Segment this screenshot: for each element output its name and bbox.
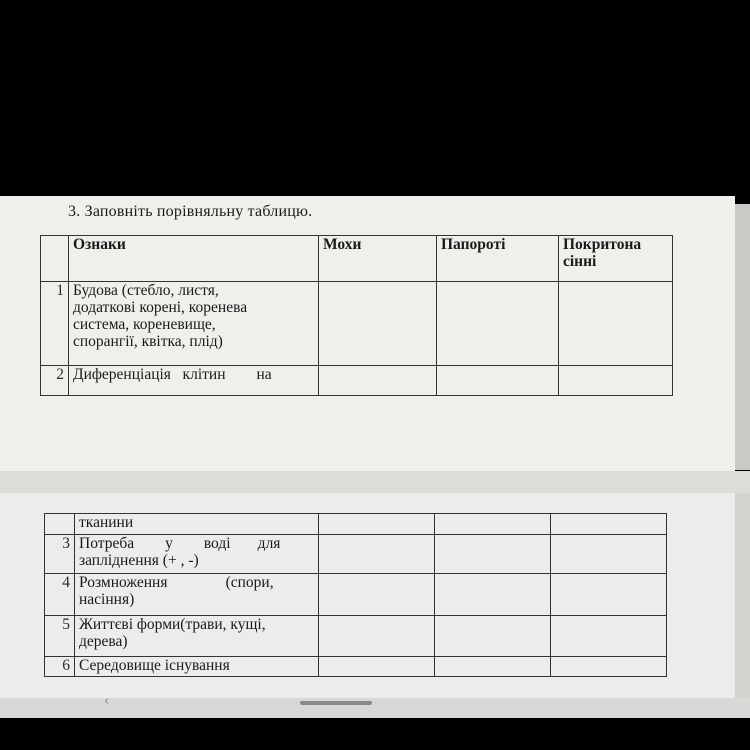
feature-line: Потреба у воді для [79,535,281,552]
header-features: Ознаки [69,236,319,282]
feature-line: насіння) [79,591,135,608]
comparison-table-bottom [44,513,667,677]
answer-cell-angiosperms[interactable] [551,616,667,657]
feature-line: система, кореневище, [73,316,216,333]
answer-cell-angiosperms[interactable] [559,366,673,396]
page-edge [735,493,750,698]
page-gap [0,471,750,493]
table-row [45,574,667,616]
comparison-table-top [40,235,673,396]
header-num-cell [41,236,69,282]
table-row [45,616,667,657]
header-angiosperms [559,236,673,282]
answer-cell-mosses[interactable] [319,514,435,535]
answer-cell-mosses[interactable] [319,366,437,396]
answer-cell-ferns[interactable] [435,616,551,657]
back-chevron-icon[interactable]: ‹ [104,694,110,709]
feature-line: Диференціація клітин на [73,366,272,383]
bottom-bar [0,698,750,718]
header-mosses: Мохи [319,236,437,282]
feature-line: Життєві форми(трави, кущі, [79,616,266,633]
header-angiosperms-line1: Покритона [563,236,642,253]
home-indicator[interactable] [300,701,372,705]
answer-cell-ferns[interactable] [435,574,551,616]
feature-line: спорангії, квітка, плід) [73,333,223,350]
answer-cell-mosses[interactable] [319,616,435,657]
table-row [45,514,667,535]
answer-cell-angiosperms[interactable] [551,657,667,677]
feature-line: дерева) [79,633,128,650]
page-edge [735,204,750,470]
answer-cell-ferns[interactable] [437,366,559,396]
table-row [45,535,667,574]
header-ferns: Папороті [437,236,559,282]
answer-cell-mosses[interactable] [319,282,437,366]
header-angiosperms-line2: сінні [563,253,597,270]
answer-cell-angiosperms[interactable] [559,282,673,366]
row-number: 3 [45,535,75,574]
feature-line: тканини [79,514,134,531]
answer-cell-mosses[interactable] [319,657,435,677]
header-row [41,236,673,282]
feature-cell [75,657,319,677]
answer-cell-angiosperms[interactable] [551,535,667,574]
answer-cell-angiosperms[interactable] [551,574,667,616]
answer-cell-ferns[interactable] [435,514,551,535]
feature-line: Будова (стебло, листя, [73,282,219,299]
feature-cell [75,616,319,657]
row-number: 5 [45,616,75,657]
row-number: 2 [41,366,69,396]
feature-line: Середовище існування [79,657,230,674]
table-row [41,366,673,396]
feature-cell [69,282,319,366]
feature-cell [75,574,319,616]
feature-cell [75,535,319,574]
answer-cell-mosses[interactable] [319,535,435,574]
task-title: 3. Заповніть порівняльну таблицю. [68,203,313,220]
row-number: 1 [41,282,69,366]
feature-line: Розмноження (спори, [79,574,274,591]
feature-line: запліднення (+ , -) [79,552,199,569]
answer-cell-ferns[interactable] [435,535,551,574]
row-number: 4 [45,574,75,616]
answer-cell-mosses[interactable] [319,574,435,616]
answer-cell-ferns[interactable] [437,282,559,366]
table-row [41,282,673,366]
table-row [45,657,667,677]
answer-cell-angiosperms[interactable] [551,514,667,535]
feature-line: додаткові корені, коренева [73,299,248,316]
feature-cell [75,514,319,535]
row-number [45,514,75,535]
answer-cell-ferns[interactable] [435,657,551,677]
row-number: 6 [45,657,75,677]
feature-cell [69,366,319,396]
